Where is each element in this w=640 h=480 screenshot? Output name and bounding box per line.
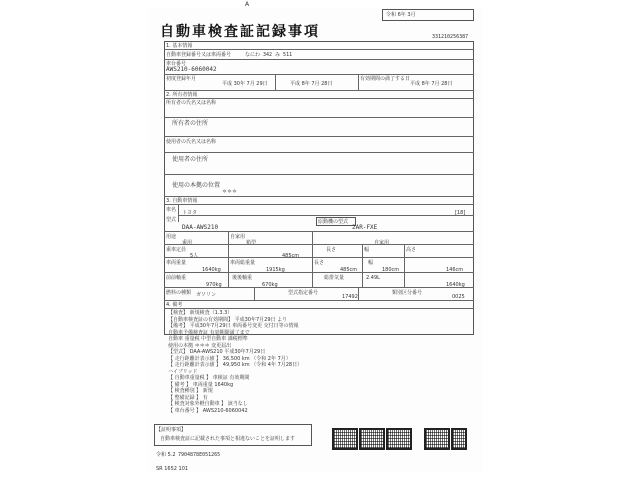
note-line: 【 検査対象外軽自動車 】 該当なし [168, 401, 248, 407]
rear-axle-label: 後後軸重 [232, 275, 253, 281]
qr-code-5 [451, 428, 467, 450]
document-title: 自動車検査証記録事項 [160, 24, 320, 40]
model-no-label: 型式指定番号 [288, 290, 319, 296]
use-label: 用途 [166, 234, 177, 240]
section1-heading: 1. 基本情報 [166, 43, 193, 49]
note-line: 【 備考 】 車両重量 1640kg [168, 381, 234, 388]
note-line: 【備考】 平成30年7月29日 車両番号変更 交付日等の情報 [168, 323, 299, 329]
base-label: 使用の本拠の位置 [172, 182, 221, 189]
bottom-code: SR 1652 101 [156, 466, 189, 472]
chassis-label: 車台番号 [166, 61, 187, 67]
notes-heading: 4. 備考 [166, 302, 183, 308]
base-value: ＊＊＊ [222, 189, 238, 195]
weight2-value: 1640kg [446, 282, 465, 288]
stamp-label: 令和 5.2 [156, 452, 176, 458]
first-reg-label: 初度登録年月 [166, 76, 197, 82]
note-line: 【 車台番号 】 AWS210-6060042 [168, 407, 248, 414]
class-no-value: 0025 [452, 294, 465, 300]
model-value: DAA-AWS210 [182, 224, 219, 231]
gross-label: 車両総重量 [230, 260, 256, 266]
displacement-value: 2.49L [366, 275, 380, 281]
height-label: 高さ [406, 247, 417, 253]
note-line: 【 走行距離計表示値 】 49,950 km （令和 4年 7月28日） [168, 362, 303, 368]
note-line: 【型式】 DAA-AWS210 平成30年7月29日 [168, 349, 266, 355]
make-label: 車名 [166, 207, 177, 213]
height-value: 146cm [446, 267, 464, 273]
note-line: 【 検査種別 】 新規 [168, 388, 213, 394]
make-value: トヨタ [182, 210, 198, 216]
owner-heading: 2. 所有者情報 [166, 92, 198, 98]
model-label: 型式 [166, 217, 177, 223]
type-value: 2AR-FXE [352, 224, 378, 231]
qr-code-2 [359, 428, 385, 450]
footer-label: 【証明事項】 [156, 427, 187, 433]
first-reg-value: 平成 30年 7月 29日 [222, 81, 268, 87]
width-value: 180cm [382, 267, 400, 273]
rear-axle-value: 670kg [262, 282, 278, 288]
make-code: [18] [455, 210, 466, 216]
doc-number: 331210256387 [432, 34, 469, 40]
user-address-label: 使用者の住所 [172, 156, 209, 163]
body-value: 箱型 [246, 240, 257, 246]
note-line: 【 走行距離計表示値 】 36,500 km （令和 2年 7月） [168, 355, 291, 362]
qr-code-1 [332, 428, 358, 450]
width2-label: 幅 [368, 260, 374, 266]
expiry-label: 有効期間の満了する日 [360, 76, 411, 82]
width-label: 幅 [364, 247, 370, 253]
length-value: 485cm [282, 253, 300, 259]
expiry-value: 平成 8年 7月 28日 [410, 81, 453, 87]
chassis-value: AWS210-6060042 [166, 66, 217, 73]
body-label: 自家用 [230, 234, 246, 240]
note-line: 自動車予備検査証 有効期間満了まで [168, 329, 250, 336]
footer-certify: 自動車検査証に記載された事項と相違ないことを証明します [160, 436, 296, 442]
qr-code-3 [386, 428, 412, 450]
use-value: 乗用 [182, 240, 193, 246]
serial-number: 7904878E051265 [178, 452, 221, 458]
mid-date: 平成 8年 7月 28日 [290, 81, 333, 87]
note-line: 使用の本拠 ＊＊＊ 変更届出 [168, 342, 232, 349]
note-line: 【 自動車重量税 】 車検証 有効期間 [168, 375, 250, 381]
owner-name-label: 所有者の氏名又は名称 [166, 100, 217, 106]
note-line: ハイブリッド [168, 368, 198, 375]
type-label: 原動機の型式 [318, 219, 349, 225]
class-no-label: 類別区分番号 [392, 290, 423, 296]
length2-label: 長さ [314, 260, 325, 266]
fuel-value: ガソリン [196, 292, 217, 298]
issue-date: 令和 6年 3月 [386, 12, 416, 18]
displacement-label: 総排気量 [324, 275, 345, 281]
class-value: 自家用 [374, 240, 390, 246]
gross-value: 1915kg [266, 267, 285, 273]
reg-label: 自動車登録番号又は車両番号 [166, 52, 232, 58]
note-line: 【検査】 新規検査（1.3.3） [168, 310, 233, 316]
note-line: 自動車 重量税 中型自動車 課税標準 [168, 336, 248, 342]
weight-label: 車両重量 [166, 260, 187, 266]
capacity-value: 5人 [190, 253, 199, 259]
section3-heading: 3. 自動車情報 [166, 198, 198, 204]
front-axle-value: 970kg [206, 282, 222, 288]
note-line: 【自動車検査証の有効期間】 平成30年7月29日 より [168, 316, 288, 323]
note-line: 【 整備記録 】 有 [168, 394, 208, 401]
user-name-label: 使用者の氏名又は名称 [166, 139, 217, 145]
length-label: 長さ [326, 247, 337, 253]
model-no-value: 17492 [342, 294, 358, 300]
capacity-label: 乗車定員 [166, 247, 187, 253]
weight-value: 1640kg [202, 267, 221, 273]
reg-value: なにわ 342 み 511 [245, 52, 293, 58]
fuel-label: 燃料の種類 [166, 290, 192, 296]
front-axle-label: 前前軸重 [166, 275, 187, 281]
owner-address-label: 所有者の住所 [172, 120, 209, 127]
corner-mark: A [245, 1, 250, 8]
qr-code-4 [424, 428, 450, 450]
length2-value: 485cm [340, 267, 358, 273]
